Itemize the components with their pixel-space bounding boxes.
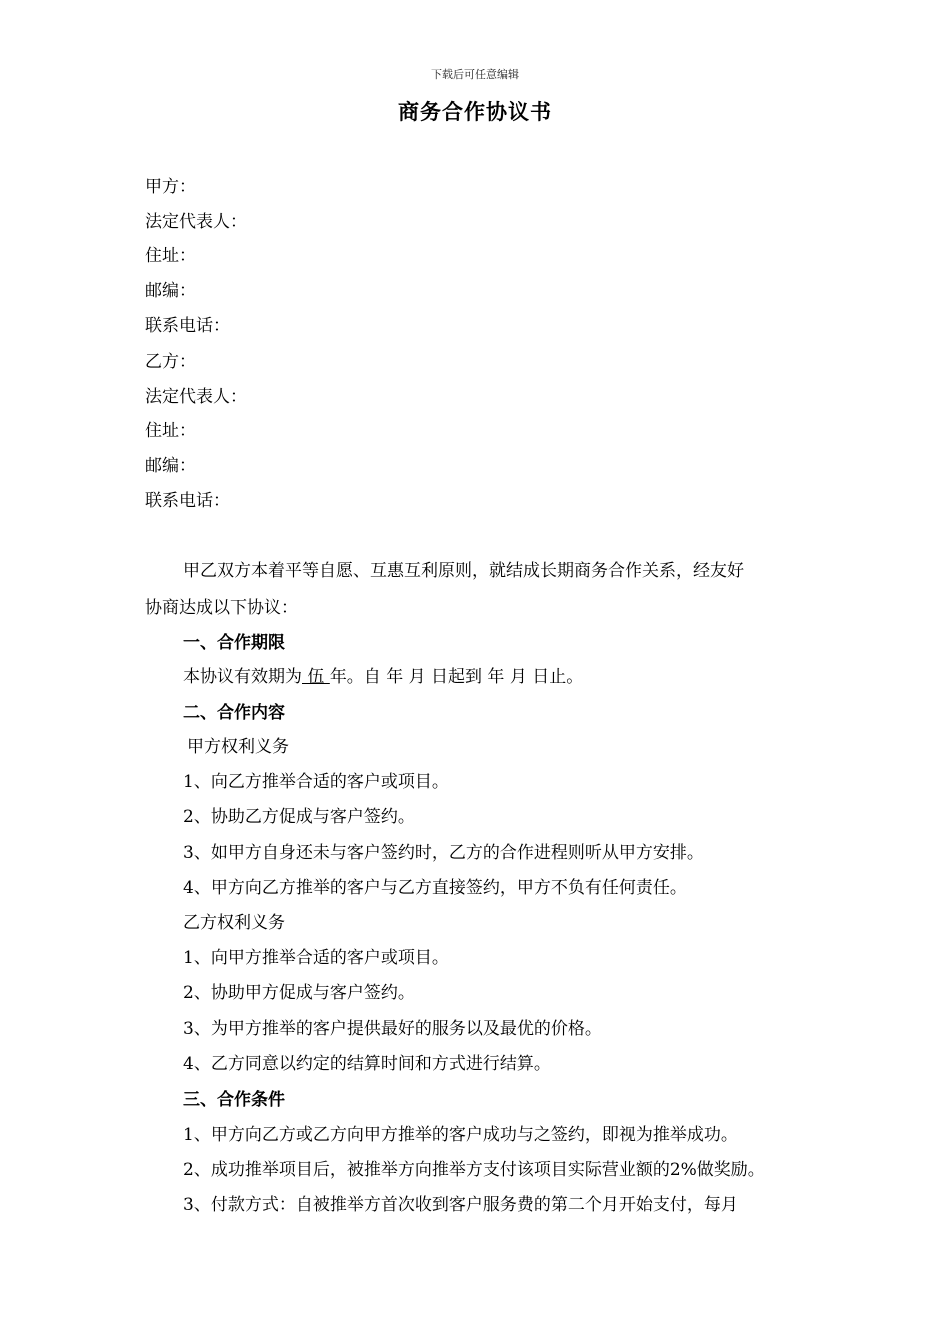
term-text-after: 年。自 年 月 日起到 年 月 日止。 (329, 667, 584, 687)
party-b-rights-title: 乙方权利义务 (183, 913, 285, 933)
term-text-before: 本协议有效期为 (183, 667, 302, 687)
party-b-postcode-field: 邮编： (145, 456, 196, 476)
list-item: 1、向乙方推举合适的客户或项目。 (183, 772, 449, 792)
list-item: 1、向甲方推举合适的客户或项目。 (183, 948, 449, 968)
list-item: 2、协助甲方促成与客户签约。 (183, 983, 415, 1003)
intro-line-2: 协商达成以下协议： (145, 598, 298, 618)
document-title: 商务合作协议书 (398, 99, 552, 124)
party-a-name-field: 甲方： (145, 177, 196, 197)
party-a-rights-title: 甲方权利义务 (187, 737, 289, 757)
list-item: 3、付款方式：自被推举方首次收到客户服务费的第二个月开始支付，每月 (183, 1195, 738, 1215)
list-item: 2、成功推举项目后，被推举方向推举方支付该项目实际营业额的2%做奖励。 (183, 1160, 765, 1180)
party-b-name-field: 乙方： (145, 352, 196, 372)
list-item: 3、为甲方推举的客户提供最好的服务以及最优的价格。 (183, 1019, 602, 1039)
party-a-legal-rep-field: 法定代表人： (145, 212, 247, 232)
party-a-address-field: 住址： (145, 246, 196, 266)
term-value: 伍 (302, 667, 330, 687)
section-1-text (183, 666, 583, 688)
party-b-phone-field: 联系电话： (145, 491, 230, 511)
list-item: 3、如甲方自身还未与客户签约时，乙方的合作进程则听从甲方安排。 (183, 843, 704, 863)
intro-line-1: 甲乙双方本着平等自愿、互惠互利原则，就结成长期商务合作关系，经友好 (183, 561, 744, 581)
party-b-legal-rep-field: 法定代表人： (145, 387, 247, 407)
section-3-heading: 三、合作条件 (183, 1090, 285, 1110)
list-item: 4、甲方向乙方推举的客户与乙方直接签约，甲方不负有任何责任。 (183, 878, 687, 898)
section-1-heading: 一、合作期限 (183, 633, 285, 653)
list-item: 1、甲方向乙方或乙方向甲方推举的客户成功与之签约，即视为推举成功。 (183, 1125, 738, 1145)
list-item: 2、协助乙方促成与客户签约。 (183, 807, 415, 827)
section-2-heading: 二、合作内容 (183, 703, 285, 723)
list-item: 4、乙方同意以约定的结算时间和方式进行结算。 (183, 1054, 551, 1074)
party-b-address-field: 住址： (145, 421, 196, 441)
header-note: 下载后可任意编辑 (431, 68, 519, 81)
party-a-postcode-field: 邮编： (145, 281, 196, 301)
party-a-phone-field: 联系电话： (145, 316, 230, 336)
